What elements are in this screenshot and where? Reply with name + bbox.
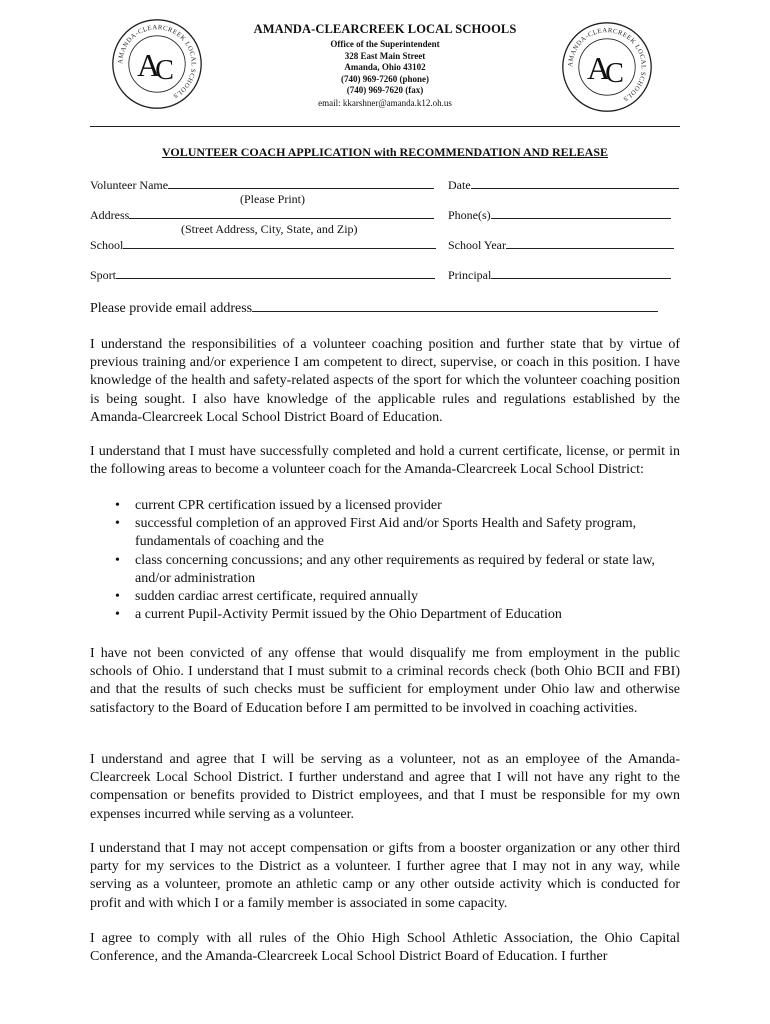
volunteer-name-line[interactable] (168, 177, 434, 189)
address-hint: (Street Address, City, State, and Zip) (181, 222, 358, 236)
paragraph-compensation: I understand that I may not accept compensation or gifts from a booster organization or any other third party for my services to the District as a volunteer. I further agree that I may not in any way, while serving as a volunteer, promote an athletic camp or any other outside activity which is conducted for profit and with which I or a family member is associated in some capacity. (90, 841, 680, 911)
form-title: VOLUNTEER COACH APPLICATION with RECOMMENDATION AND RELEASE (161, 145, 609, 159)
paragraph-background-check: I have not been convicted of any offense that would disqualify me from employment in the public schools of Ohio. I understand that I must submit to a criminal records check (both Ohio BCII and FBI) and that the results of such checks must be sufficient for employment under Ohio law and otherwise satisfactory to the Board of Education before I am permitted to be involved in coaching activities. (90, 646, 680, 716)
volunteer-name-label: Volunteer Name (90, 178, 169, 192)
principal-field[interactable] (448, 267, 671, 283)
date-label: Date (448, 178, 471, 192)
address-line[interactable] (129, 207, 434, 219)
sport-field[interactable] (90, 267, 435, 283)
phone-line[interactable] (491, 207, 671, 219)
fax-number: (740) 969-7620 (fax) (346, 85, 424, 95)
school-year-line[interactable] (506, 237, 674, 249)
seal-monogram-c: C (155, 55, 174, 87)
seal-monogram-c: C (605, 58, 624, 90)
principal-line[interactable] (491, 267, 671, 279)
district-name: AMANDA-CLEARCREEK LOCAL SCHOOLS (253, 22, 517, 36)
address-label: Address (90, 208, 130, 222)
email-line[interactable] (252, 298, 658, 312)
seal-monogram-a: A (587, 51, 611, 87)
email-label: Please provide email address (90, 301, 253, 316)
school-line[interactable] (123, 237, 436, 249)
phone-field[interactable] (448, 207, 671, 223)
school-field[interactable] (90, 237, 436, 253)
seal-ring-text: AMANDA-CLEARCREEK LOCAL SCHOOLS (567, 27, 647, 103)
paragraph-compliance: I agree to comply with all rules of the Ohio High School Athletic Association, the Ohio Capital Conference, and the Amanda-Clearcreek Local School District Board of Education. I further (90, 931, 680, 965)
address-field[interactable] (90, 207, 434, 223)
seal-monogram-a: A (137, 48, 161, 84)
contact-email: email: kkarshner@amanda.k12.oh.us (318, 97, 452, 108)
letterhead (230, 22, 540, 109)
sport-line[interactable] (116, 267, 435, 279)
list-item: • a current Pupil-Activity Permit issued by the Ohio Department of Education (90, 606, 680, 624)
paragraph-responsibilities: I understand the responsibilities of a volunteer coaching position and further state that by virtue of previous training and/or experience I am competent to direct, supervise, or coach in this position. I have knowledge of the health and safety-related aspects of the sport for which the volunteer coaching position is being sought. I also have knowledge of the applicable rules and regulations established by the Amanda-Clearcreek Local School District Board of Education. (90, 337, 680, 425)
list-item: • current CPR certification issued by a licensed provider (90, 497, 680, 515)
phone-label: Phone(s) (448, 208, 491, 222)
volunteer-name-field[interactable] (90, 177, 434, 193)
paragraph-volunteer-status: I understand and agree that I will be serving as a volunteer, not as an employee of the Amanda-Clearcreek Local School District. I further understand and agree that I will not have any right to the compensation or benefits provided to District employees, and that I must be responsible for my own expenses incurred while serving as a volunteer. (90, 752, 680, 822)
list-item: • sudden cardiac arrest certificate, required annually (90, 588, 680, 606)
principal-label: Principal (448, 268, 492, 282)
school-label: School (90, 238, 124, 252)
date-line[interactable] (471, 177, 679, 189)
city-state-zip: Amanda, Ohio 43102 (344, 62, 426, 72)
office-name: Office of the Superintendent (330, 39, 440, 49)
list-item: • successful completion of an approved First Aid and/or Sports Health and Safety program, fundamentals of coaching and the (90, 515, 680, 551)
seal-ring-text: AMANDA-CLEARCREEK LOCAL SCHOOLS (117, 24, 197, 100)
paragraph-certifications: I understand that I must have successfully completed and hold a current certificate, license, or permit in the following areas to become a volunteer coach for the Amanda-Clearcreek Local School District: (90, 444, 680, 478)
email-field[interactable] (90, 298, 658, 317)
date-field[interactable] (448, 177, 679, 193)
phone-number: (740) 969-7260 (phone) (341, 73, 429, 84)
street-address: 328 East Main Street (344, 50, 426, 61)
certification-list (90, 497, 680, 624)
district-seal-left (110, 17, 204, 111)
list-item: • class concerning concussions; and any other requirements as required by federal or state law, and/or administration (90, 552, 680, 588)
district-seal-right (560, 20, 654, 114)
name-hint: (Please Print) (240, 192, 305, 206)
sport-label: Sport (90, 268, 117, 282)
school-year-field[interactable] (448, 237, 674, 253)
header-divider (90, 126, 680, 127)
school-year-label: School Year (448, 238, 507, 252)
